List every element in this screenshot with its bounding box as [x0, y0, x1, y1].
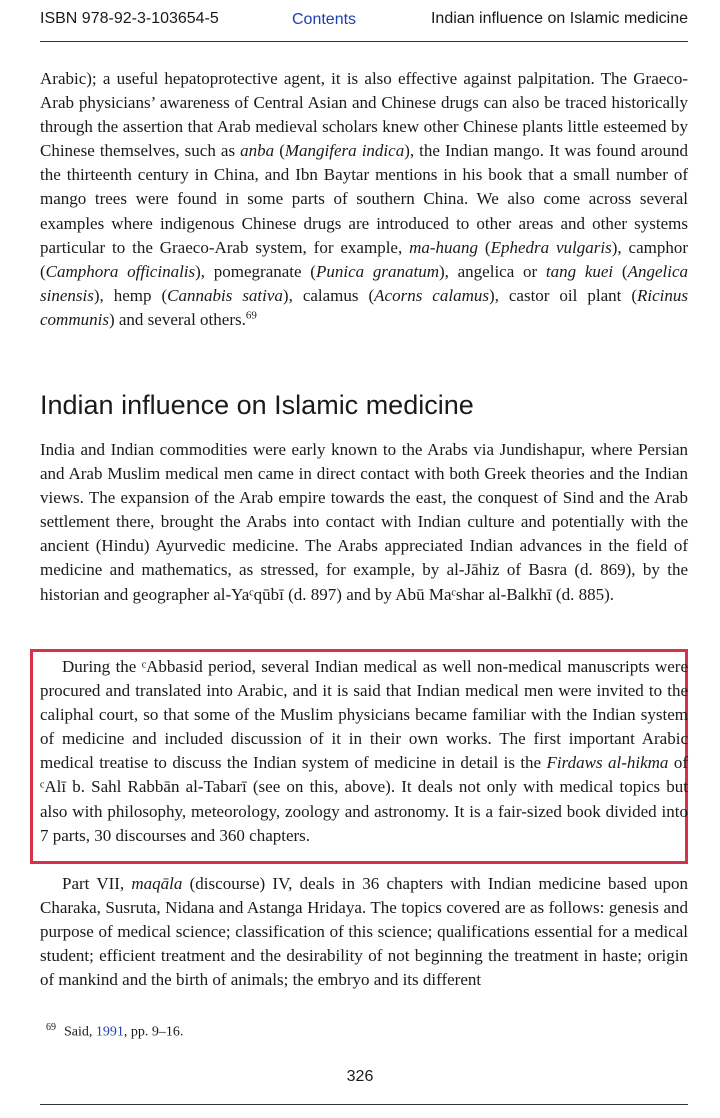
footnote-citation-link[interactable]: 1991: [95, 1024, 124, 1040]
paragraph-chinese-drugs: Arabic); a useful hepatoprotective agent, it is also effective against palpitation. The Graeco-Arab physicians’ awareness of Central Asian and Chinese drugs can also be traced historically through the assertion that Arab medieval scholars knew other Chinese plants little esteemed by Chinese themselves, such as anba (Mangifera indica), the Indian mango. It was found around the thirteenth century in China, and Ibn Baytar mentions in his book that a small number of mango trees were found in some parts of southern China. We also come across several examples where indigenous Chinese drugs are introduced to other areas and other systems particular to the Graeco-Arab system, for example, ma-huang (Ephedra vulgaris), camphor (Camphora officinalis), pomegranate (Punica granatum), angelica or tang kuei (Angelica sinensis), hemp (Cannabis sativa), calamus (Acorns calamus), castor oil plant (Ricinus communis) and several others.$^{69}$: [40, 69, 689, 329]
page-header: [40, 10, 688, 34]
page-number: 326: [346, 1068, 374, 1085]
paragraph-india-arabs: India and Indian commodities were early known to the Arabs via Jundishapur, where Persian and Arab Muslim medical men came in direct contact with both Greek theories and the Indian views. The expansion of the Arab empire towards the east, the conquest of Sind and the Arab settlement there, brought the Arabs into contact with Indian culture and potentially with the ancient (Hindu) Ayurvedic medicine. The Arabs appreciated Indian advances in the field of medicine and mathematics, as stressed, for example, by al-Jāhiz of Basra (d. 869), by the historian and geographer al-Yaᶜqūbī (d. 897) and by Abū Maᶜshar al-Balkhī (d. 885).: [40, 440, 688, 604]
footnote-ref-69[interactable]: 69: [245, 309, 257, 322]
paragraph-abbasid-period: During the ᶜAbbasid period, several Indian medical as well non-medical manuscripts were procured and translated into Arabic, and it is said that Indian medical men were invited to the caliphal court, so that some of the Muslim physicians became familiar with the Indian system of medicine and included discussion of it in their own works. The first important Arabic medical treatise to discuss the Indian system of medicine in detail is the Firdaws al-hikma of ᶜAlī b. Sahl Rabbān al-Tabarī (see on this, above). It deals not only with medical topics but also with philosophy, meteorology, zoology and astronomy. It is a fair-sized book divided into 7 parts, 30 discourses and 360 chapters.: [40, 657, 688, 845]
contents-link[interactable]: Contents: [292, 11, 357, 28]
running-title: Indian influence on Islamic medicine: [430, 10, 688, 27]
footer-divider: [40, 1104, 688, 1105]
header-divider: [40, 41, 688, 42]
isbn-label: ISBN 978-92-3-103654-5: [40, 10, 219, 27]
footnote-69: $^{69}$ Said, 1991, pp. 9–16.: [46, 1022, 184, 1040]
section-heading: Indian influence on Islamic medicine: [40, 390, 474, 420]
footnote-mark: 69: [46, 1022, 56, 1033]
paragraph-part-vii: Part VII, maqāla (discourse) IV, deals in 36 chapters with Indian medicine based upon Charaka, Susruta, Nidana and Astanga Hridaya. The topics covered are as follows: genesis and purpose of medical science; classification of this science; qualifications essential for a medical student; efficient treatment and the desirability of not beginning the treatment in haste; origin of mankind and the birth of animals; the embryo and its different: [40, 874, 688, 990]
